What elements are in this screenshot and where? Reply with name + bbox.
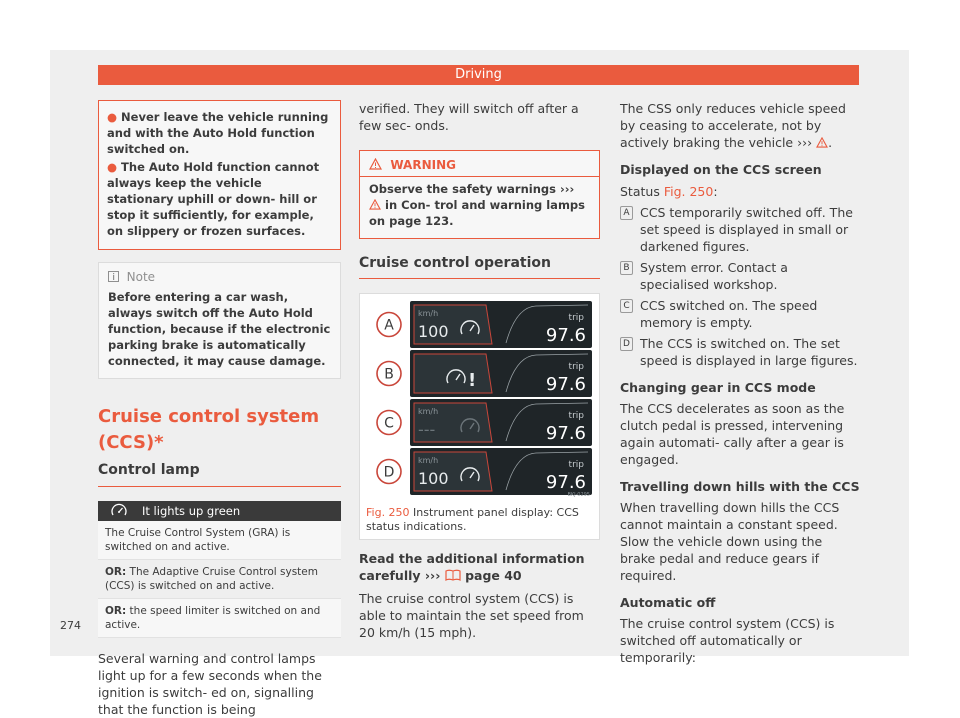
control-lamp-table bbox=[98, 501, 341, 638]
lamp-row: OR: the speed limiter is switched on and active. bbox=[98, 599, 341, 638]
section-title: Cruise control system (CCS)* bbox=[98, 406, 320, 453]
body-paragraph: verified. They will switch off after a few sec- onds. bbox=[359, 101, 579, 133]
body-paragraph: When travelling down hills the CCS cannot maintain a constant speed. Slow the vehicle down using the brake pedal and reduce gears if required. bbox=[620, 500, 840, 583]
warning-label: WARNING bbox=[390, 158, 456, 172]
set-speed: 100 bbox=[418, 469, 449, 488]
lamp-row: The Cruise Control System (GRA) is switched on and active. bbox=[98, 521, 341, 560]
status-item: C CCS switched on. The speed memory is empty. bbox=[620, 297, 860, 331]
panel-letter: B bbox=[384, 366, 394, 383]
status-item: D The CCS is switched on. The set speed is displayed in large figures. bbox=[620, 335, 860, 369]
subheading: Displayed on the CCS screen bbox=[620, 162, 822, 177]
section-header: Driving bbox=[98, 65, 859, 85]
note-label: Note bbox=[126, 270, 156, 284]
subsection-title: Cruise control operation bbox=[359, 255, 600, 279]
trip-value: 97.6 bbox=[545, 325, 586, 346]
column-1 bbox=[98, 100, 341, 718]
speed-unit: km/h bbox=[418, 407, 439, 416]
warning-triangle-icon bbox=[369, 199, 381, 210]
body-paragraph: The CCS decelerates as soon as the clutch pedal is pressed, intervening again automati- cally after a gear is engaged. bbox=[620, 401, 845, 467]
subheading: Travelling down hills with the CCS bbox=[620, 479, 860, 494]
bullet-item: ● Never leave the vehicle running and with the Auto Hold function switched on. bbox=[107, 110, 329, 156]
figure-caption: Fig. 250 Instrument panel display: CCS status indications. bbox=[366, 506, 579, 533]
book-reference-icon bbox=[445, 569, 461, 581]
speed-unit: km/h bbox=[418, 456, 439, 465]
column-3 bbox=[620, 100, 860, 666]
body-paragraph: The CSS only reduces vehicle speed by ceasing to accelerate, not by actively braking the vehicle ››› . bbox=[620, 101, 846, 150]
trip-label: trip bbox=[568, 411, 584, 421]
warning-box bbox=[359, 150, 600, 239]
warning-triangle-icon bbox=[816, 137, 828, 148]
status-line: Status Fig. 250: bbox=[620, 184, 718, 199]
warning-triangle-icon bbox=[369, 158, 382, 170]
panel-letter: D bbox=[383, 464, 395, 481]
speed-box bbox=[414, 354, 492, 393]
note-box bbox=[98, 262, 341, 379]
figure-250 bbox=[359, 293, 600, 540]
lamp-row: OR: The Adaptive Cruise Control system (CCS) is switched on and active. bbox=[98, 560, 341, 599]
subsection-title: Control lamp bbox=[98, 462, 341, 487]
trip-value: 97.6 bbox=[545, 472, 586, 493]
read-more-note: Read the additional information carefully ››› page 40 bbox=[359, 551, 585, 583]
trip-label: trip bbox=[568, 362, 584, 372]
body-paragraph: The cruise control system (CCS) is able to maintain the set speed from 20 km/h (15 mph). bbox=[359, 591, 584, 640]
warning-header bbox=[360, 151, 599, 177]
ccs-display-illustration bbox=[366, 300, 593, 498]
note-text: Before entering a car wash, always switch off the Auto Hold function, because if the electronic parking brake is automatically connected, it may cause damage. bbox=[108, 290, 331, 368]
page-number: 274 bbox=[60, 619, 81, 632]
subheading: Automatic off bbox=[620, 595, 716, 610]
cruise-control-icon bbox=[110, 502, 128, 520]
set-speed: --- bbox=[418, 420, 436, 439]
trip-label: trip bbox=[568, 460, 584, 470]
body-paragraph: The cruise control system (CCS) is switched off automatically or temporarily: bbox=[620, 616, 835, 665]
trip-value: 97.6 bbox=[545, 423, 586, 444]
panel-letter: C bbox=[384, 415, 394, 432]
lamp-table-header bbox=[98, 501, 341, 521]
note-header bbox=[99, 263, 340, 289]
subheading: Changing gear in CCS mode bbox=[620, 380, 816, 395]
warning-text: Observe the safety warnings ››› in Con- trol and warning lamps on page 123. bbox=[369, 182, 586, 228]
trip-value: 97.6 bbox=[545, 374, 586, 395]
speed-unit: km/h bbox=[418, 309, 439, 318]
lamp-header-text: It lights up green bbox=[142, 504, 241, 518]
bullet-item: ● The Auto Hold function cannot always keep the vehicle stationary uphill or down- hill or stop it sufficiently, for example, on slippery or frozen surfaces. bbox=[107, 160, 320, 238]
body-paragraph: Several warning and control lamps light up for a few seconds when the ignition is switch- ed on, signalling that the function is being bbox=[98, 651, 322, 717]
safety-bullets-box bbox=[98, 100, 341, 250]
status-item: B System error. Contact a specialised workshop. bbox=[620, 259, 860, 293]
panel-letter: A bbox=[384, 317, 394, 334]
figure-code: BKJ-0295 bbox=[567, 492, 590, 498]
error-mark: ! bbox=[468, 370, 477, 391]
status-item: A CCS temporarily switched off. The set speed is displayed in small or darkened figures. bbox=[620, 204, 860, 255]
trip-label: trip bbox=[568, 313, 584, 323]
info-icon bbox=[108, 271, 119, 282]
set-speed: 100 bbox=[418, 322, 449, 341]
column-2 bbox=[359, 100, 600, 641]
